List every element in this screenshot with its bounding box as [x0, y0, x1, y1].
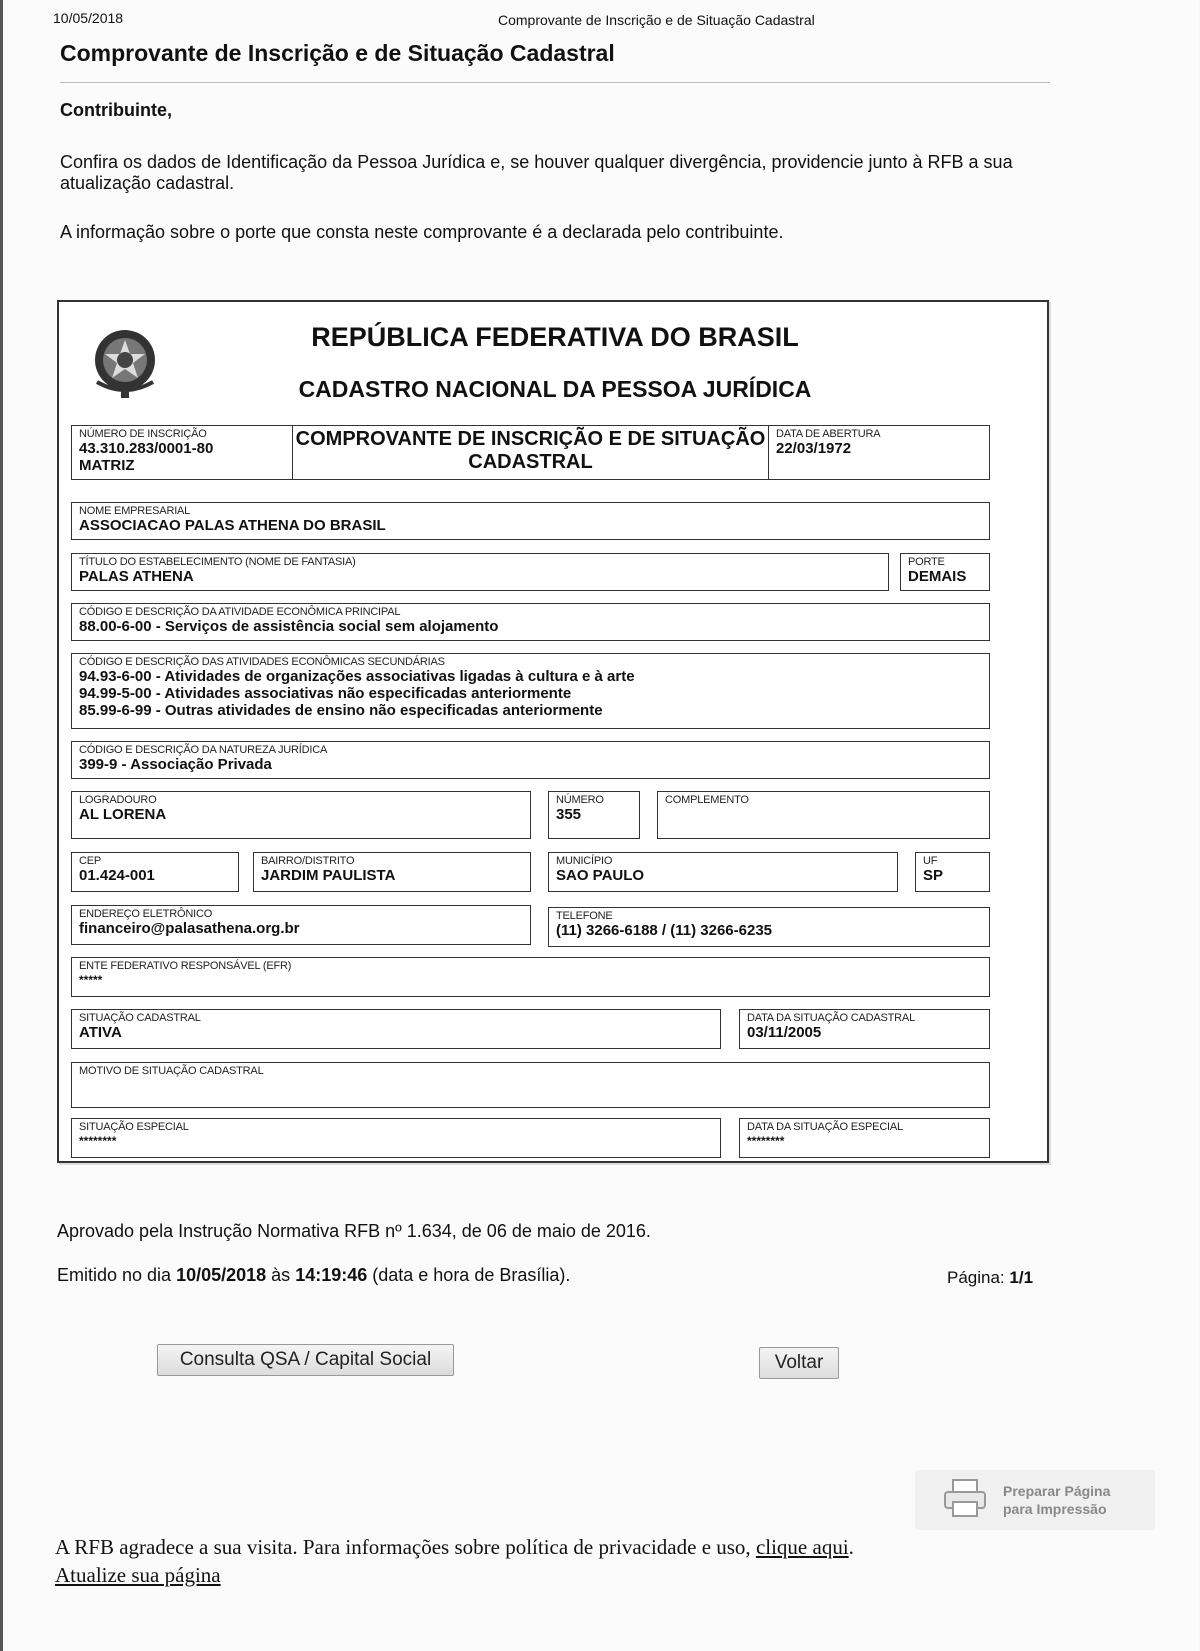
- atividades-secundarias-box: [71, 653, 990, 729]
- consulta-qsa-button[interactable]: Consulta QSA / Capital Social: [157, 1344, 454, 1376]
- instruction-paragraph: Confira os dados de Identificação da Pessoa Jurídica e, se houver qualquer divergência, providencie junto à RFB a sua atualização cadastral.: [60, 152, 1013, 193]
- emission-time: 14:19:46: [295, 1265, 368, 1285]
- field-label: ENDEREÇO ELETRÔNICO: [79, 908, 213, 920]
- atividade-principal-box: [71, 603, 990, 641]
- field-label: TÍTULO DO ESTABELECIMENTO (NOME DE FANTASIA): [79, 556, 356, 568]
- emission-suffix: (data e hora de Brasília).: [367, 1265, 571, 1285]
- cnpj-card: [57, 300, 1049, 1163]
- voltar-button[interactable]: Voltar: [759, 1347, 839, 1379]
- numero-inscricao-value: 43.310.283/0001-80: [79, 440, 214, 457]
- data-situacao-box: [739, 1009, 990, 1049]
- data-abertura-value: 22/03/1972: [776, 440, 852, 457]
- bairro-box: [253, 852, 531, 892]
- titulo-value: PALAS ATHENA: [79, 568, 194, 585]
- field-label: CÓDIGO E DESCRIÇÃO DAS ATIVIDADES ECONÔMICAS SECUNDÁRIAS: [79, 656, 445, 668]
- cadastro-heading: CADASTRO NACIONAL DA PESSOA JURÍDICA: [298, 376, 812, 402]
- logradouro-box: [71, 791, 531, 839]
- footer-message: A RFB agradece a sua visita. Para informações sobre política de privacidade e uso,: [55, 1535, 756, 1559]
- pagination-label: Página:: [947, 1268, 1010, 1287]
- field-label: DATA DA SITUAÇÃO CADASTRAL: [747, 1012, 915, 1024]
- field-label: MUNICÍPIO: [556, 855, 613, 867]
- footer-text: [55, 1535, 854, 1560]
- print-date: 10/05/2018: [53, 10, 124, 26]
- printer-icon: [943, 1478, 987, 1518]
- print-label-line1: Preparar Página: [1003, 1483, 1111, 1499]
- municipio-box: [548, 852, 898, 892]
- titulo-box: [71, 553, 889, 591]
- inscricao-type: MATRIZ: [79, 457, 135, 474]
- republica-heading: REPÚBLICA FEDERATIVA DO BRASIL: [311, 322, 799, 352]
- print-label-line2: para Impressão: [1003, 1501, 1107, 1517]
- atividade-secundaria-item: 94.93-6-00 - Atividades de organizações associativas ligadas à cultura e à arte: [79, 668, 635, 685]
- footer-end: .: [848, 1535, 854, 1559]
- cep-value: 01.424-001: [79, 867, 155, 884]
- approval-note: Aprovado pela Instrução Normativa RFB nº 1.634, de 06 de maio de 2016.: [57, 1221, 651, 1241]
- field-label: CÓDIGO E DESCRIÇÃO DA NATUREZA JURÍDICA: [79, 744, 328, 756]
- emission-info: [57, 1265, 570, 1286]
- telefone-box: [548, 907, 990, 947]
- data-abertura-box: [768, 425, 990, 480]
- print-label: [1003, 1482, 1143, 1518]
- field-label: NÚMERO: [556, 794, 604, 806]
- data-situacao-especial-value: ********: [747, 1134, 785, 1148]
- efr-value: *****: [79, 973, 103, 987]
- emission-date: 10/05/2018: [176, 1265, 267, 1285]
- email-box: [71, 905, 531, 945]
- porte-box: [900, 553, 990, 591]
- page-title: Comprovante de Inscrição e de Situação Cadastral: [60, 40, 615, 66]
- field-label: MOTIVO DE SITUAÇÃO CADASTRAL: [79, 1065, 264, 1077]
- field-label: SITUAÇÃO CADASTRAL: [79, 1012, 201, 1024]
- uf-value: SP: [923, 867, 944, 884]
- numero-box: [548, 791, 640, 839]
- complemento-box: [657, 791, 990, 839]
- divider: [60, 82, 1050, 83]
- field-label: DATA DE ABERTURA: [776, 428, 881, 440]
- situacao-especial-value: ********: [79, 1134, 117, 1148]
- field-label: BAIRRO/DISTRITO: [261, 855, 355, 867]
- porte-note: A informação sobre o porte que consta neste comprovante é a declarada pelo contribuinte.: [60, 222, 784, 242]
- situacao-especial-box: [71, 1118, 721, 1158]
- print-page-button[interactable]: [915, 1470, 1155, 1530]
- nome-empresarial-box: [71, 502, 990, 540]
- comprovante-title: COMPROVANTE DE INSCRIÇÃO E DE SITUAÇÃO CADASTRAL: [292, 425, 769, 480]
- field-label: PORTE: [908, 556, 945, 568]
- cep-box: [71, 852, 239, 892]
- numero-inscricao-box: [71, 425, 293, 480]
- field-label: ENTE FEDERATIVO RESPONSÁVEL (EFR): [79, 960, 292, 972]
- privacy-link[interactable]: clique aqui: [755, 1535, 849, 1559]
- refresh-page-link[interactable]: Atualize sua página: [55, 1563, 221, 1587]
- emission-prefix: Emitido no dia: [57, 1265, 177, 1285]
- nome-empresarial-value: ASSOCIACAO PALAS ATHENA DO BRASIL: [79, 517, 386, 534]
- natureza-juridica-value: 399-9 - Associação Privada: [79, 756, 272, 773]
- field-label: NOME EMPRESARIAL: [79, 505, 191, 517]
- logradouro-value: AL LORENA: [79, 806, 167, 823]
- field-label: UF: [923, 855, 938, 867]
- atividade-secundaria-item: 85.99-6-99 - Outras atividades de ensino não especificadas anteriormente: [79, 702, 603, 719]
- data-situacao-value: 03/11/2005: [747, 1024, 822, 1041]
- natureza-juridica-box: [71, 741, 990, 779]
- pagination-value: 1/1: [1009, 1268, 1034, 1287]
- field-label: CEP: [79, 855, 102, 867]
- efr-box: [71, 957, 990, 997]
- print-title: Comprovante de Inscrição e de Situação Cadastral: [498, 12, 815, 28]
- uf-box: [915, 852, 990, 892]
- situacao-value: ATIVA: [79, 1024, 122, 1041]
- pagination: [947, 1268, 1033, 1288]
- field-label: DATA DA SITUAÇÃO ESPECIAL: [747, 1121, 903, 1133]
- field-label: SITUAÇÃO ESPECIAL: [79, 1121, 189, 1133]
- data-situacao-especial-box: [739, 1118, 990, 1158]
- telefone-value: (11) 3266-6188 / (11) 3266-6235: [556, 922, 772, 939]
- atividade-principal-value: 88.00-6-00 - Serviços de assistência social sem alojamento: [79, 618, 499, 635]
- municipio-value: SAO PAULO: [556, 867, 645, 884]
- email-value: financeiro@palasathena.org.br: [79, 920, 300, 937]
- motivo-box: [71, 1062, 990, 1108]
- atividade-secundaria-item: 94.99-5-00 - Atividades associativas não especificadas anteriormente: [79, 685, 572, 702]
- field-label: NÚMERO DE INSCRIÇÃO: [79, 428, 207, 440]
- field-label: TELEFONE: [556, 910, 613, 922]
- field-label: CÓDIGO E DESCRIÇÃO DA ATIVIDADE ECONÔMICA PRINCIPAL: [79, 606, 401, 618]
- field-label: LOGRADOURO: [79, 794, 157, 806]
- numero-value: 355: [556, 806, 582, 823]
- salutation: Contribuinte,: [60, 100, 172, 120]
- field-label: COMPLEMENTO: [665, 794, 749, 806]
- situacao-box: [71, 1009, 721, 1049]
- emission-middle: às: [266, 1265, 296, 1285]
- porte-value: DEMAIS: [908, 568, 967, 585]
- bairro-value: JARDIM PAULISTA: [261, 867, 396, 884]
